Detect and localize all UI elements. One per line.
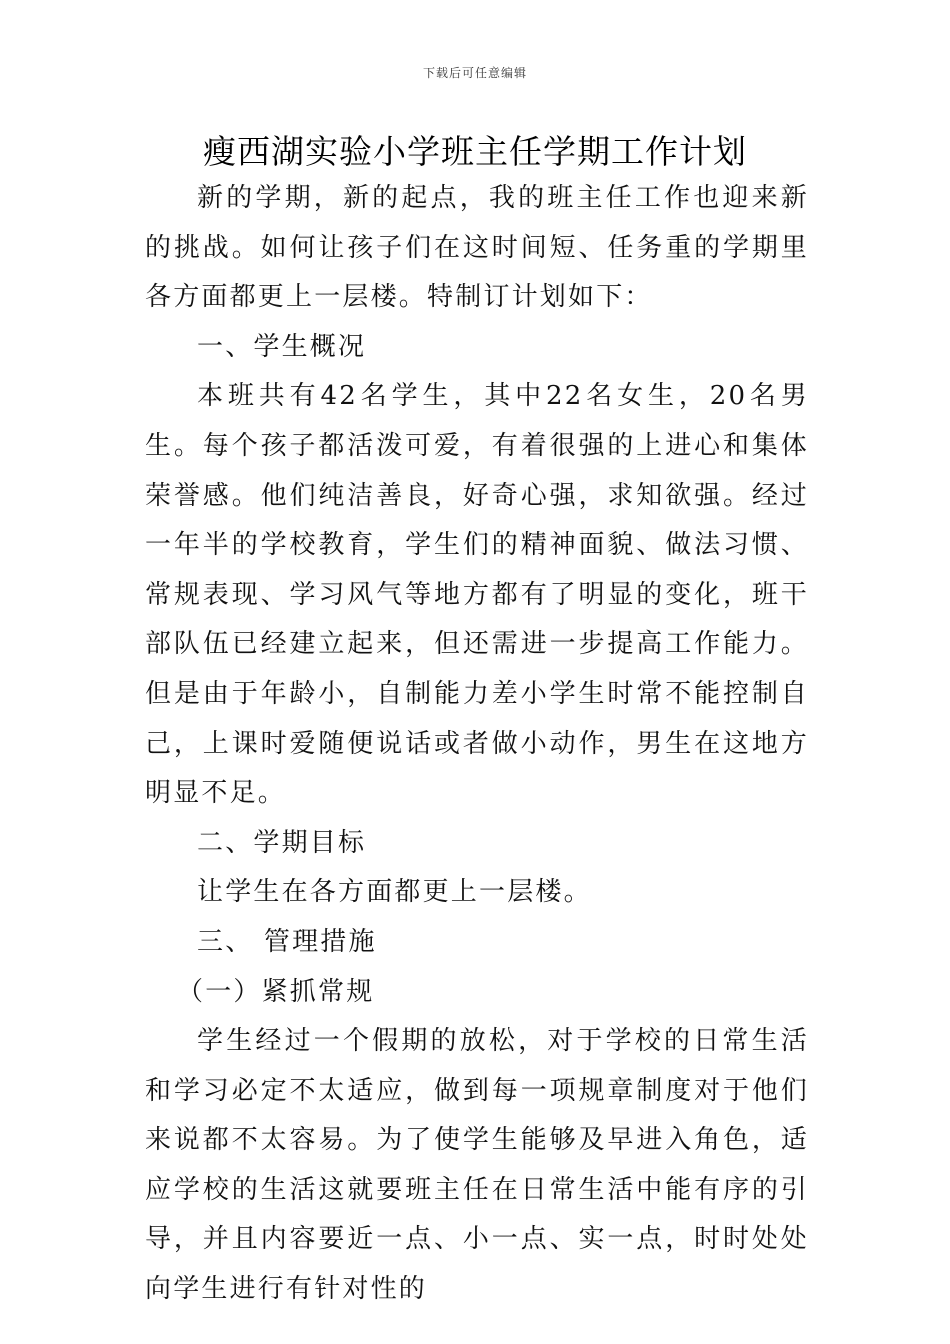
section-heading-management-measures: 三、 管理措施 [197,926,377,957]
routine-paragraph: 学生经过一个假期的放松，对于学校的日常生活和学习必定不太适应，做到每一项规章制度对于他们来说都不太容易。为了使学生能够及早进入角色，适应学校的生活这就要班主任在日常生活中能有序的引导，并且内容要近一点、小一点、实一点，时时处处向学生进行有针对性的 [145,1026,809,1305]
intro-paragraph: 新的学期，新的起点，我的班主任工作也迎来新的挑战。如何让孩子们在这时间短、任务重的学期里各方面都更上一层楼。特制订计划如下： [145,183,809,313]
page-title: 瘦西湖实验小学班主任学期工作计划 [203,132,747,171]
student-overview-paragraph: 本班共有42名学生，其中22名女生，20名男生。每个孩子都活泼可爱，有着很强的上进心和集体荣誉感。他们纯洁善良，好奇心强，求知欲强。经过一年半的学校教育，学生们的精神面貌、做法习惯、常规表现、学习风气等地方都有了明显的变化，班干部队伍已经建立起来，但还需进一步提高工作能力。但是由于年龄小，自制能力差小学生时常不能控制自己，上课时爱随便说话或者做小动作，男生在这地方明显不足。 [145,381,809,809]
section-heading-semester-goal: 二、学期目标 [197,827,367,858]
document-body [145,174,809,1315]
section-heading-student-overview: 一、学生概况 [197,331,367,362]
header-note: 下载后可任意编辑 [422,66,527,80]
semester-goal-paragraph: 让学生在各方面都更上一层楼。 [197,877,592,908]
subsection-heading-routine: （一）紧抓常规 [177,976,375,1007]
